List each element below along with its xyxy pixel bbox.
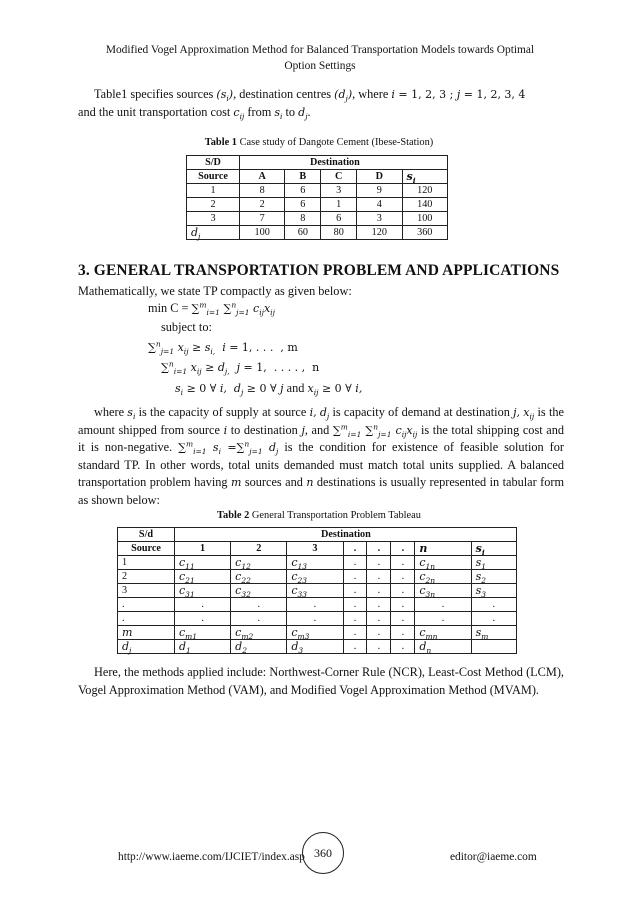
section-intro: Mathematically, we state TP compactly as given below: <box>78 284 352 298</box>
demand-constraint: ∑$^n_{i=1}$ $x_{ij} \ge d_{j,}$ j = 1, . . . . , n <box>161 359 320 377</box>
table1-destination-header: Destination <box>240 156 448 170</box>
table-row: 3 7 8 6 3 100 <box>187 212 448 226</box>
objective-equation: min C = ∑$^m_{i=1}$ ∑$^n_{j=1}$ $c_{ij}x_{ij}$ <box>148 300 275 318</box>
table-row: $d_j$ $d_1$ $d_2$ $d_3$ . . . $d_n$ <box>118 640 517 654</box>
table-row: 1 8 6 3 9 120 <box>187 184 448 198</box>
supply-constraint: ∑$^n_{j=1}$ $x_{ij} \ge s_{i,}$ i = 1, . . . , m <box>148 339 298 357</box>
where-paragraph: where $s_i$ is the capacity of supply at source i, $d_j$ is capacity of demand at destination j, $x_{ij}$ is the amount shipped from source i to destination j, and ∑$^m_{i=1}$ ∑$^n_{j=1}$ $c_{ij}x_{ij}$ is the total shipping cost and it is non-negative. ∑$^m_{i=1}$ $s_i =\sum^n_{j=1}$ $d_j$ is the condition for existence of feasible solution for standard TP. In other words, total units demanded must match total units supplied. A balanced transportation problem having m sources and n destinations is usually represented in tabular form as shown below: <box>78 405 565 507</box>
table1: S/D Destination Source A B C D $s_i$ 1 8 6 3 9 120 2 2 6 1 4 140 3 7 8 6 3 100 $d_j$ 100 60 80 120 360 <box>186 155 448 240</box>
table1-demand-label: $d_j$ <box>187 226 240 240</box>
table2-sd-header: S/d <box>118 528 175 542</box>
table-row: 2 $c_{21}$ $c_{22}$ $c_{23}$ . . . $c_{2n}$ $s_2$ <box>118 570 517 584</box>
table1-source-header: Source <box>187 170 240 184</box>
subject-to-label: subject to: <box>161 320 212 334</box>
table-row: 1 $c_{11}$ $c_{12}$ $c_{13}$ . . . $c_{1n}$ $s_1$ <box>118 556 517 570</box>
table-row: m $c_{m1}$ $c_{m2}$ $c_{m3}$ . . . $c_{mn}$ $s_m$ <box>118 626 517 640</box>
nonnegativity-constraint: $s_i \ge 0$ ∀ i, $d_j \ge 0$ ∀ j and $x_{ij} \ge 0$ ∀ i, <box>175 381 363 398</box>
table1-caption: Table 1 Case study of Dangote Cement (Ibese-Station) <box>204 137 434 148</box>
table2-destination-header: Destination <box>175 528 517 542</box>
table-row: 2 2 6 1 4 140 <box>187 198 448 212</box>
page-number: 360 <box>302 832 344 874</box>
table-row: . . . . . . . . . <box>118 598 517 612</box>
table1-supply-header: $s_i$ <box>402 170 448 184</box>
running-head: Modified Vogel Approximation Method for Balanced Transportation Models towards Optimal Option Settings <box>105 44 535 72</box>
table2: S/d Destination Source 1 2 3 . . . n $s_i$ 1 $c_{11}$ $c_{12}$ $c_{13}$ . . . $c_{1n}$ $s_1$ 2 $c_{21}$ $c_{22}$ $c_{23}$ . . . $c_{2n}$ $s_2$ 3 $c_{31}$ $c_{32}$ $c_{33}$ . . . $c_{3n}$ $s_3$ . . . . . . . . . . . . . . . . . . m $c_{m1}$ $c_{m2}$ $c_{m3}$ . . . $c_{mn}$ $s_m$ $d_j$ $d_1$ $d_2$ $d_3$ . . . $d_n$ <box>117 527 517 654</box>
section-heading: 3. GENERAL TRANSPORTATION PROBLEM AND APPLICATIONS <box>78 262 560 279</box>
table1-sd-header: S/D <box>187 156 240 170</box>
table-row: . . . . . . . . . <box>118 612 517 626</box>
footer-email[interactable]: editor@iaeme.com <box>450 851 537 863</box>
closing-paragraph: Here, the methods applied include: Northwest-Corner Rule (NCR), Least-Cost Method (LCM), Vogel Approximation Method (VAM), and Modified Vogel Approximation Method (MVAM). <box>78 665 564 697</box>
table-row: $d_j$ 100 60 80 120 360 <box>187 226 448 240</box>
intro-paragraph: Table1 specifies sources $(s_i)$, destination centres $(d_j)$, where i = 1, 2, 3 ; j = 1, 2, 3, 4 and the unit transportation cost $c_{ij}$ from $s_i$ to $d_j$. <box>78 87 526 121</box>
footer-url[interactable]: http://www.iaeme.com/IJCIET/index.asp <box>118 851 305 863</box>
table-row: 3 $c_{31}$ $c_{32}$ $c_{33}$ . . . $c_{3n}$ $s_3$ <box>118 584 517 598</box>
table2-caption: Table 2 General Transportation Problem Tableau <box>217 510 421 521</box>
table2-source-header: Source <box>118 542 175 556</box>
